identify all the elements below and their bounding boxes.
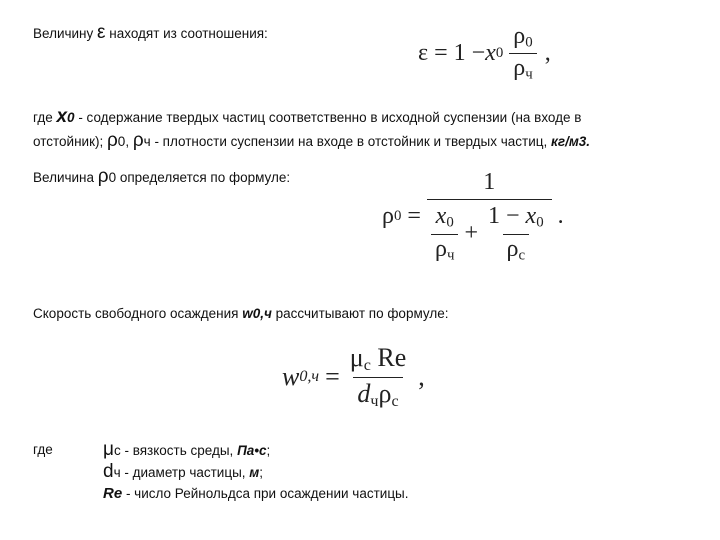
fraction — [346, 344, 411, 411]
text: отстойник); — [33, 134, 107, 149]
text: - содержание твердых частиц соответственно в исходной суспензии (на входе в — [74, 110, 582, 125]
rho-symbol: ρ — [513, 23, 526, 49]
plus: + — [464, 220, 478, 247]
formula-lhs: ε = 1 − — [418, 40, 486, 67]
denominator — [353, 377, 402, 411]
text: рассчитывают по формуле: — [271, 306, 449, 321]
fraction — [431, 204, 458, 264]
fraction — [509, 24, 536, 84]
text: Скорость свободного осаждения — [33, 306, 243, 321]
rho-symbol: ρ — [97, 166, 109, 187]
punct: . — [557, 203, 564, 230]
subscript: ч — [525, 67, 533, 84]
rho-symbol: ρ — [382, 203, 394, 230]
text: - диаметр частицы, — [120, 465, 250, 480]
rho-symbol: ρ — [513, 55, 526, 82]
subscript: 0 — [525, 34, 533, 51]
denominator — [431, 234, 458, 264]
subscript: 0,ч — [299, 368, 320, 386]
numerator: 1 — [483, 169, 496, 195]
equals: = — [407, 203, 421, 230]
numerator — [432, 204, 458, 233]
subscript: 0 — [117, 134, 126, 149]
text: Re — [370, 343, 407, 372]
text: ; — [266, 443, 271, 458]
subscript: 0 — [108, 170, 117, 185]
rho-symbol: ρ — [378, 378, 392, 408]
text: - плотности суспензии на входе в отстойник и твердых частиц, — [150, 134, 552, 149]
punct: , — [544, 40, 551, 67]
subscript: 0 — [536, 214, 544, 231]
text-line-4 — [33, 168, 290, 187]
text-line-1 — [33, 24, 268, 43]
unit: Па•с — [237, 443, 267, 458]
subscript: с — [363, 357, 371, 375]
rho-symbol: ρ — [506, 235, 519, 262]
text: находят из соотношения: — [105, 26, 268, 41]
x-symbol: x — [485, 40, 496, 67]
text-line-5 — [33, 305, 448, 323]
w-symbol: w — [282, 362, 300, 392]
denominator — [427, 199, 552, 264]
text: Величина — [33, 170, 98, 185]
w-symbol: w0,ч — [242, 306, 272, 321]
equals: = — [325, 362, 340, 392]
mu-symbol: μ — [349, 343, 364, 372]
definition-re — [103, 485, 409, 503]
subscript: с — [391, 392, 399, 410]
subscript: 0 — [393, 208, 402, 225]
x-symbol: x — [435, 203, 447, 230]
text: , — [125, 134, 133, 149]
x-symbol: x — [525, 203, 537, 230]
text: ; — [259, 465, 264, 480]
where-label: где — [33, 442, 53, 457]
definition-d — [103, 463, 263, 482]
numerator — [509, 24, 536, 53]
punct: , — [418, 362, 425, 392]
numerator — [346, 344, 411, 377]
epsilon-symbol: ε — [97, 22, 106, 43]
denominator — [509, 53, 536, 83]
text-line-2 — [33, 108, 581, 127]
text: - число Рейнольдса при осаждении частицы. — [122, 486, 409, 501]
subscript: ч — [113, 465, 121, 480]
subscript: ч — [143, 134, 151, 149]
subscript: ч — [446, 247, 455, 264]
formula-epsilon — [418, 24, 551, 84]
subscript: 0 — [495, 45, 504, 62]
unit: кг/м3. — [551, 134, 591, 149]
rho-symbol: ρ — [132, 130, 144, 151]
unit: м — [249, 465, 260, 480]
x-symbol: x — [56, 106, 68, 127]
text: 1 − — [487, 203, 526, 230]
subscript: с — [113, 443, 121, 458]
subscript: с — [518, 247, 526, 264]
mu-symbol: μ — [103, 439, 114, 460]
rho-symbol: ρ — [106, 130, 118, 151]
denominator — [503, 234, 530, 264]
text-line-3 — [33, 132, 590, 151]
formula-velocity — [282, 344, 425, 411]
definition-mu — [103, 441, 270, 460]
text: где — [33, 110, 57, 125]
formula-rho0 — [382, 170, 564, 264]
text: - вязкость среды, — [120, 443, 238, 458]
numerator — [484, 204, 548, 233]
d-symbol: d — [103, 461, 114, 482]
subscript: ч — [370, 392, 379, 410]
main-fraction — [427, 170, 552, 264]
text: определяется по формуле: — [116, 170, 291, 185]
re-symbol: Re — [103, 485, 123, 502]
subscript: 0 — [446, 214, 454, 231]
d-symbol: d — [357, 378, 371, 408]
text: Величину — [33, 26, 98, 41]
fraction — [484, 204, 548, 264]
rho-symbol: ρ — [434, 235, 447, 262]
subscript: 0 — [67, 110, 75, 125]
